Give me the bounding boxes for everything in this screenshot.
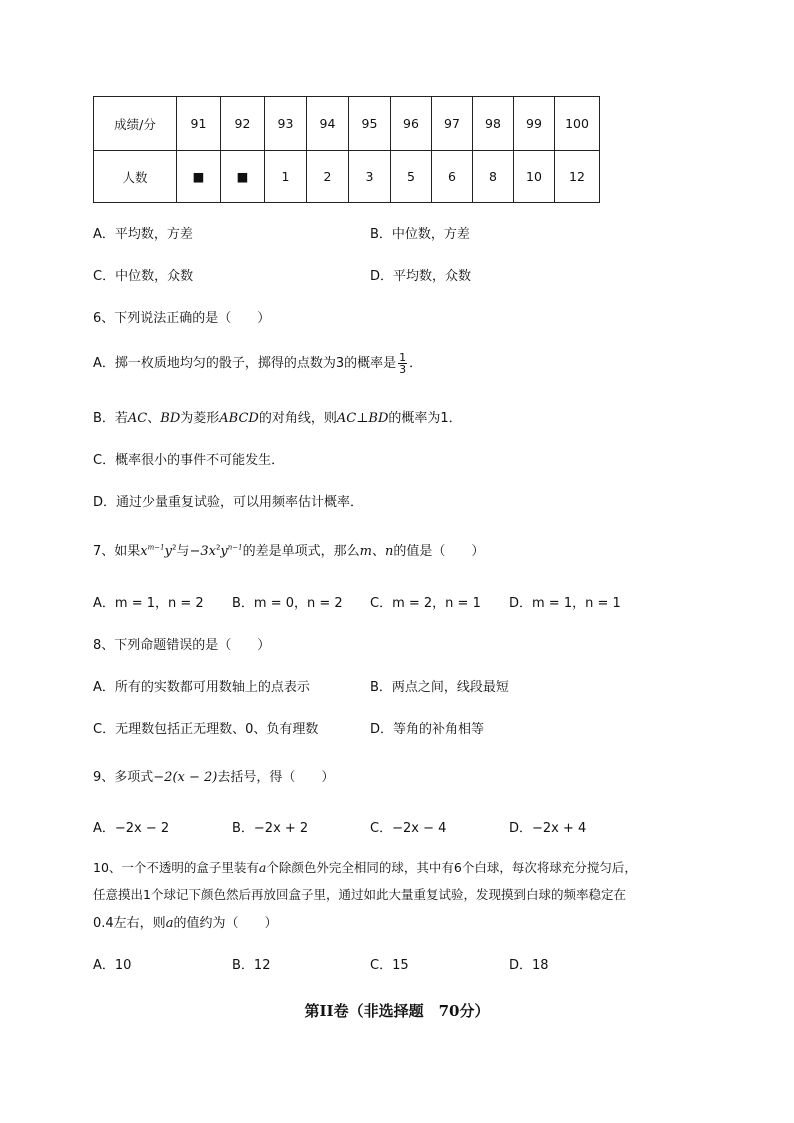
text-span: 的值约为（ ） [173,916,278,931]
table-header-cell: 人数 [94,151,177,203]
score-table [93,96,600,203]
text-span: 的差是单项式，那么 [242,544,360,559]
fraction-denominator: 3 [399,363,407,376]
q5-option-b: B．中位数，方差 [370,227,470,242]
math-sup: 2 [171,543,177,552]
math-a: a [258,860,267,875]
q7-option-b: B．m = 0，n = 2 [232,596,343,611]
table-cell: 100 [555,97,600,151]
table-cell: 10 [514,151,555,203]
text-span: 9、多项式 [93,770,154,785]
text-span: 为菱形 [180,411,220,426]
table-cell: 2 [307,151,349,203]
table-cell: 95 [349,97,391,151]
q10-option-b: B．12 [232,958,271,973]
q6-option-b [93,407,462,426]
math-a: a [165,916,174,931]
table-cell: 8 [473,151,514,203]
math-expr: −2(x − 2) [153,770,218,785]
q6-option-a-end: ． [409,356,423,371]
math-sup: 2 [215,543,221,552]
q6-stem: 6、下列说法正确的是（ ） [93,311,271,326]
text-span: 7、如果 [93,544,141,559]
math-y: y [164,544,172,559]
table-row [94,97,600,151]
table-cell: 94 [307,97,349,151]
math-m: m [359,544,372,559]
table-cell: 93 [265,97,307,151]
q10-option-c: C．15 [370,958,409,973]
table-cell: 1 [265,151,307,203]
text-span: B．若 [93,411,128,426]
q9-option-d: D．−2x + 4 [509,821,587,836]
math-sup: n−1 [227,543,243,552]
q5-option-d: D．平均数，众数 [370,269,472,284]
fraction-numerator: 1 [399,351,407,364]
table-cell: ■ [221,151,265,203]
q6-option-a [93,352,422,375]
table-cell: 96 [391,97,432,151]
q9-option-a: A．−2x − 2 [93,821,170,836]
table-cell: 98 [473,97,514,151]
q9-option-b: B．−2x + 2 [232,821,309,836]
q10-line-1 [93,858,637,876]
q7-option-d: D．m = 1，n = 1 [509,596,621,611]
math-abcd: ABCD [219,411,259,426]
q10-option-d: D．18 [509,958,549,973]
table-cell: 6 [432,151,473,203]
q8-stem: 8、下列命题错误的是（ ） [93,638,271,653]
q10-line-3 [93,912,277,931]
section-title: 第II卷（非选择题 70分） [304,1002,490,1020]
q10-option-a: A．10 [93,958,132,973]
math-bd: BD [160,411,181,426]
q8-option-c: C．无理数包括正无理数、0、负有理数 [93,722,319,737]
text-span: 10、一个不透明的盒子里装有 [93,860,259,875]
q5-option-c: C．中位数，众数 [93,269,194,284]
text-span: 的对角线，则 [258,411,337,426]
table-cell: 91 [177,97,221,151]
q9-option-c: C．−2x − 4 [370,821,447,836]
q6-option-c: C．概率很小的事件不可能发生． [93,453,285,468]
math-expr: −3x [189,544,216,559]
math-perp: AC⊥BD [336,411,389,426]
text-span: 去括号，得（ ） [217,770,335,785]
table-row [94,151,600,203]
math-x: x [140,544,148,559]
q5-option-a: A．平均数，方差 [93,227,193,242]
fraction [398,352,407,375]
q8-option-b: B．两点之间，线段最短 [370,680,509,695]
math-sup: m−1 [147,543,165,552]
math-n: n [384,544,394,559]
q7-option-c: C．m = 2，n = 1 [370,596,481,611]
q7-stem [93,540,484,559]
text-span: 的概率为1． [388,411,462,426]
q6-option-a-text: A．掷一枚质地均匀的骰子，掷得的点数为3的概率是 [93,356,397,371]
q10-line-2: 任意摸出1个球记下颜色然后再放回盒子里，通过如此大量重复试验，发现摸到白球的频率稳定在 [93,887,626,902]
table-cell: 92 [221,97,265,151]
q7-option-a: A．m = 1，n = 2 [93,596,204,611]
text-span: 与 [176,544,190,559]
math-y: y [220,544,228,559]
text-span: 的值是（ ） [393,544,485,559]
q8-option-a: A．所有的实数都可用数轴上的点表示 [93,680,310,695]
table-cell: ■ [177,151,221,203]
table-cell: 3 [349,151,391,203]
table-cell: 97 [432,97,473,151]
math-ac: AC [127,411,148,426]
table-cell: 99 [514,97,555,151]
q8-option-d: D．等角的补角相等 [370,722,485,737]
text-span: 、 [147,411,161,426]
table-cell: 12 [555,151,600,203]
text-span: 0.4左右，则 [93,916,166,931]
table-header-cell: 成绩/分 [94,97,177,151]
table-cell: 5 [391,151,432,203]
text-span: 个除颜色外完全相同的球，其中有6个白球，每次将球充分搅匀后， [266,860,637,875]
q9-stem [93,766,334,785]
q6-option-d: D．通过少量重复试验，可以用频率估计概率． [93,495,364,510]
text-span: 、 [371,544,385,559]
